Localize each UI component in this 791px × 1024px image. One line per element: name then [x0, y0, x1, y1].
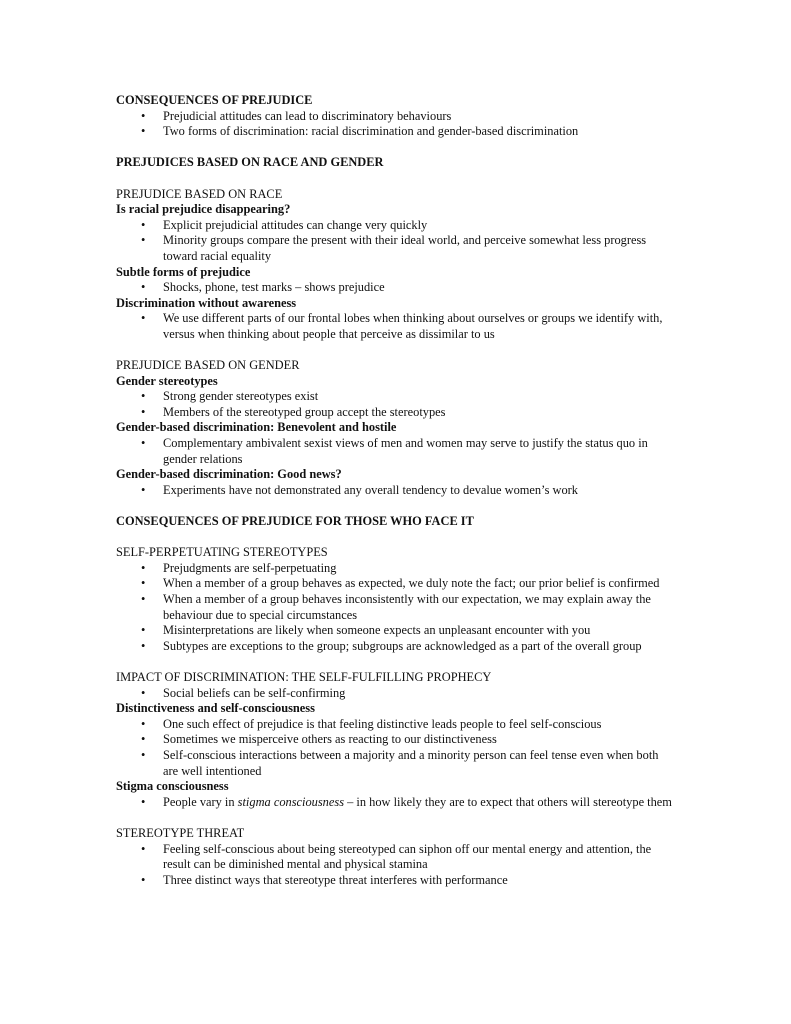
bullet-list [116, 483, 676, 499]
bullet-list [116, 717, 676, 779]
bullet-list [116, 218, 676, 265]
topic-title: Discrimination without awareness [116, 295, 297, 310]
emphasis-text: stigma consciousness [237, 794, 345, 809]
bullet-list [116, 842, 676, 889]
topic-title: Subtle forms of prejudice [116, 264, 251, 279]
topic-title: Gender-based discrimination: Benevolent and hostile [116, 420, 397, 435]
list-item: • We use different parts of our frontal lobes when thinking about ourselves or groups we identify with, versus when thinking about people that perceive as dissimilar to us [116, 311, 676, 342]
bullet-list [116, 686, 676, 702]
document-page [116, 93, 676, 888]
list-item: • Shocks, phone, test marks – shows prejudice [116, 280, 676, 296]
topic-title: Is racial prejudice disappearing? [116, 202, 291, 217]
list-item: • One such effect of prejudice is that feeling distinctive leads people to feel self-conscious [116, 717, 676, 733]
bullet-list [116, 795, 676, 811]
list-item: • Strong gender stereotypes exist [116, 389, 676, 405]
topic-title: Distinctiveness and self-consciousness [116, 701, 315, 716]
list-item [116, 795, 676, 811]
list-item: • Subtypes are exceptions to the group; subgroups are acknowledged as a part of the overall group [116, 639, 676, 655]
list-item: • Prejudgments are self-perpetuating [116, 561, 676, 577]
bullet-list [116, 280, 676, 296]
subsection-heading: PREJUDICE BASED ON GENDER [116, 358, 300, 373]
subsection-heading: SELF-PERPETUATING STEREOTYPES [116, 545, 328, 560]
topic-title: Gender-based discrimination: Good news? [116, 467, 342, 482]
topic-title: Gender stereotypes [116, 373, 218, 388]
list-item: • Two forms of discrimination: racial discrimination and gender-based discrimination [116, 124, 676, 140]
list-item: • Social beliefs can be self-confirming [116, 686, 676, 702]
subsection-heading: IMPACT OF DISCRIMINATION: THE SELF-FULFILLING PROPHECY [116, 669, 492, 684]
list-item: • When a member of a group behaves inconsistently with our expectation, we may explain away the behaviour due to special circumstances [116, 592, 676, 623]
text-run: People vary in [163, 794, 238, 809]
subsection-heading: STEREOTYPE THREAT [116, 825, 245, 840]
subsection-heading: PREJUDICE BASED ON RACE [116, 186, 283, 201]
bullet-list [116, 561, 676, 655]
list-item: • Complementary ambivalent sexist views of men and women may serve to justify the status quo in gender relations [116, 436, 676, 467]
section-title: PREJUDICES BASED ON RACE AND GENDER [116, 155, 384, 170]
list-item: • Explicit prejudicial attitudes can change very quickly [116, 218, 676, 234]
bullet-list [116, 389, 676, 420]
list-item: • Members of the stereotyped group accept the stereotypes [116, 405, 676, 421]
list-item: • Misinterpretations are likely when someone expects an unpleasant encounter with you [116, 623, 676, 639]
list-item: • Prejudicial attitudes can lead to discriminatory behaviours [116, 109, 676, 125]
list-item: • Feeling self-conscious about being stereotyped can siphon off our mental energy and attention, the result can be diminished mental and physical stamina [116, 842, 676, 873]
list-item: • Self-conscious interactions between a majority and a minority person can feel tense even when both are well intentioned [116, 748, 676, 779]
list-item: • Sometimes we misperceive others as reacting to our distinctiveness [116, 732, 676, 748]
bullet-list [116, 436, 676, 467]
bullet-list [116, 311, 676, 342]
list-item: • Experiments have not demonstrated any overall tendency to devalue women’s work [116, 483, 676, 499]
list-item: • When a member of a group behaves as expected, we duly note the fact; our prior belief is confirmed [116, 576, 676, 592]
section-title: CONSEQUENCES OF PREJUDICE FOR THOSE WHO FACE IT [116, 514, 474, 529]
text-run: – in how likely they are to expect that others will stereotype them [344, 794, 672, 809]
topic-title: Stigma consciousness [116, 779, 229, 794]
bullet-list [116, 109, 676, 140]
list-item: • Minority groups compare the present with their ideal world, and perceive somewhat less progress toward racial equality [116, 233, 676, 264]
section-title: CONSEQUENCES OF PREJUDICE [116, 93, 313, 107]
list-item: • Three distinct ways that stereotype threat interferes with performance [116, 873, 676, 889]
